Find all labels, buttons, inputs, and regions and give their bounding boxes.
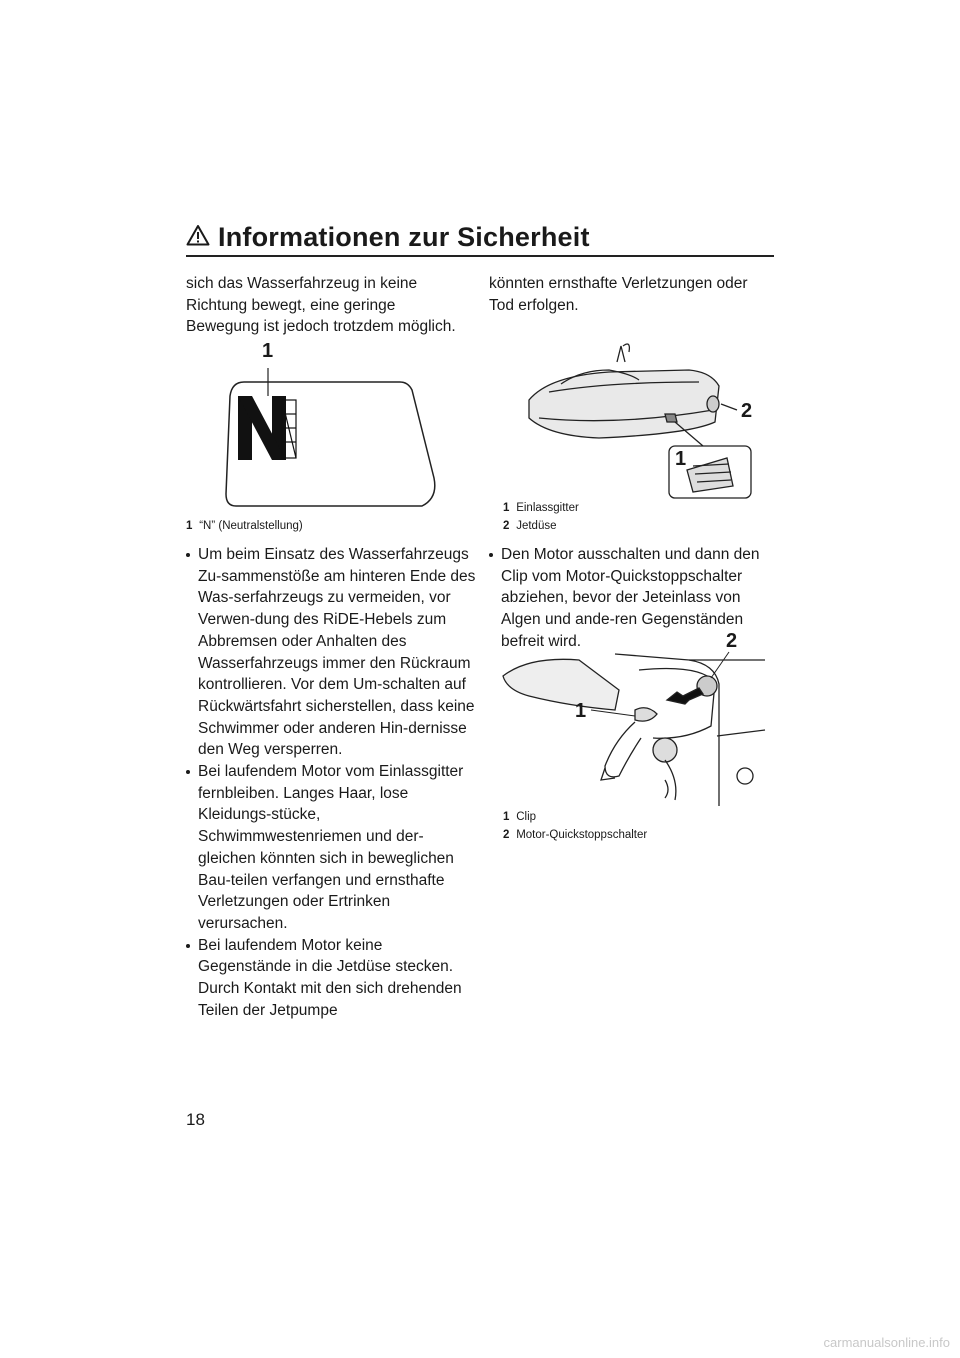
figure3-callout-1: 1 [575, 700, 587, 722]
figure1-caption-item: 1 “N” (Neutralstellung) [186, 520, 303, 532]
list-item: Um beim Einsatz des Wasserfahrzeugs Zu-sammenstöße am hinteren Ende des Was-serfahrzeugs zu vermeiden, vor Verwen-dung des RiDE-Hebels zum Abbremsen oder Anhalten des Wasserfahrzeugs immer den Rückraum kontrollieren. Vor dem Um-schalten auf Rückwärtsfahrt sicherstellen, dass keine Schwimmer oder anderen Hin-dernisse den Weg versperren. [186, 544, 476, 761]
figure2-caption-item: 2 Jetdüse [503, 520, 557, 532]
page-title [186, 222, 590, 253]
watercraft-illustration [489, 330, 779, 502]
figure2-caption [503, 499, 773, 535]
figure1-callout-1: 1 [262, 340, 274, 362]
figure-engine-stop-switch [489, 630, 779, 810]
right-intro [489, 273, 775, 316]
neutral-display-illustration [186, 338, 476, 518]
figure3-caption [503, 808, 773, 844]
figure3-caption-item: 1 Clip [503, 811, 537, 823]
warning-triangle-icon [186, 222, 210, 253]
figure3-caption-item: 2 Motor-Quickstoppschalter [503, 829, 648, 841]
left-intro [186, 273, 472, 338]
header-divider [186, 255, 774, 257]
list-item: Bei laufendem Motor keine Gegenstände in die Jetdüse stecken. Durch Kontakt mit den sich drehenden Teilen der Jetpumpe [186, 935, 476, 1022]
figure-watercraft [489, 330, 779, 502]
figure2-caption-item: 1 Einlassgitter [503, 502, 579, 514]
list-item: Den Motor ausschalten und dann den Clip vom Motor-Quickstoppschalter abziehen, bevor der Jeteinlass von Algen und ande-ren Gegenständen befreit wird. [489, 544, 779, 653]
watermark: carmanualsonline.info [823, 1335, 950, 1350]
figure3-leader-lines [489, 630, 779, 810]
figure1-caption [186, 517, 476, 535]
right-intro-text: könnten ernsthafte Verletzungen oder Tod erfolgen. [489, 275, 748, 314]
figure2-callout-1: 1 [675, 448, 687, 470]
page-title-text: Informationen zur Sicherheit [218, 222, 590, 252]
figure3-callout-2: 2 [726, 630, 738, 652]
left-bullet-list [186, 544, 476, 1021]
figure2-callout-2: 2 [741, 400, 753, 422]
page-number: 18 [186, 1110, 205, 1129]
left-intro-text: sich das Wasserfahrzeug in keine Richtung bewegt, eine geringe Bewegung ist jedoch trotzdem möglich. [186, 275, 456, 336]
figure-neutral-indicator [186, 338, 476, 518]
list-item: Bei laufendem Motor vom Einlassgitter fernbleiben. Langes Haar, lose Kleidungs-stücke, Schwimmwestenriemen und der-gleichen könnten sich in beweglichen Bau-teilen verfangen und ernsthafte Verletzungen oder Ertrinken verursachen. [186, 761, 476, 935]
